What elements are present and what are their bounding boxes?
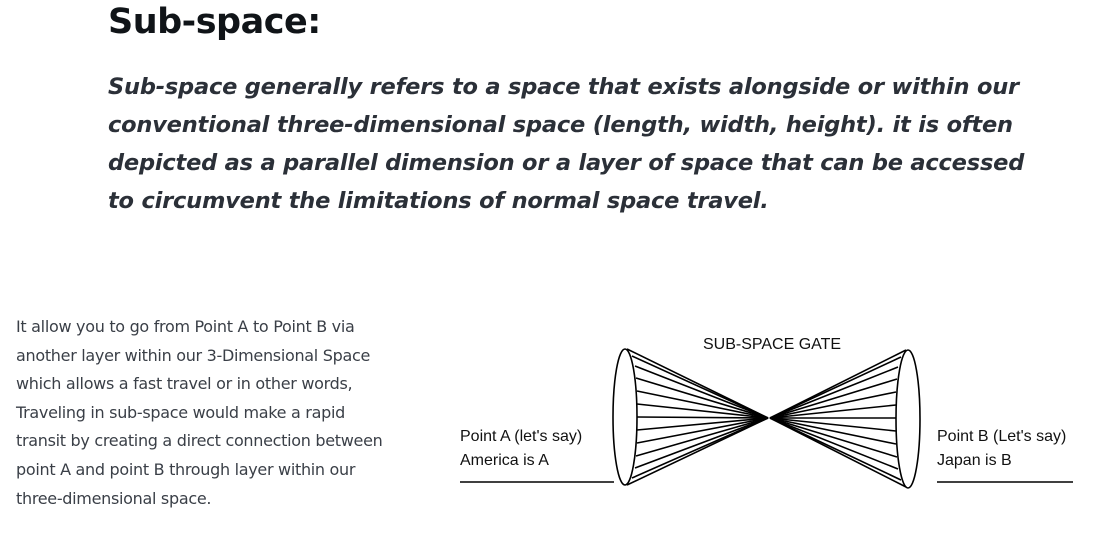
page-title: Sub-space: [108, 2, 321, 42]
explanation-line: point A and point B through layer within our [16, 459, 356, 479]
explanation-line: transit by creating a direct connection between [16, 431, 383, 451]
point-a-label [460, 425, 582, 473]
right-cone-icon [770, 350, 920, 488]
left-cone-icon [613, 349, 768, 485]
definition-line: conventional three-dimensional space (length, width, height). it is often [108, 112, 1013, 138]
explanation-line: It allow you to go from Point A to Point B via [16, 317, 355, 336]
point-b-line1: Point B (Let's say) [937, 428, 1067, 445]
definition-line: depicted as a parallel dimension or a layer of space that can be accessed [108, 150, 1025, 176]
definition-line: Sub-space generally refers to a space that exists alongside or within our [108, 74, 1019, 100]
definition-line: to circumvent the limitations of normal space travel. [108, 188, 769, 214]
explanation-line: Traveling in sub-space would make a rapid [16, 402, 345, 422]
point-a-line1: Point A (let's say) [460, 428, 583, 445]
explanation-line: which allows a fast travel or in other words, [16, 374, 353, 394]
point-b-line2: Japan is B [937, 452, 1012, 469]
point-a-line2: America is A [460, 452, 549, 469]
gate-label: SUB-SPACE GATE [703, 336, 842, 353]
explanation-line: another layer within our 3-Dimensional Space [16, 345, 370, 365]
explanation-line: three-dimensional space. [16, 488, 212, 508]
point-b-label [937, 425, 1066, 473]
